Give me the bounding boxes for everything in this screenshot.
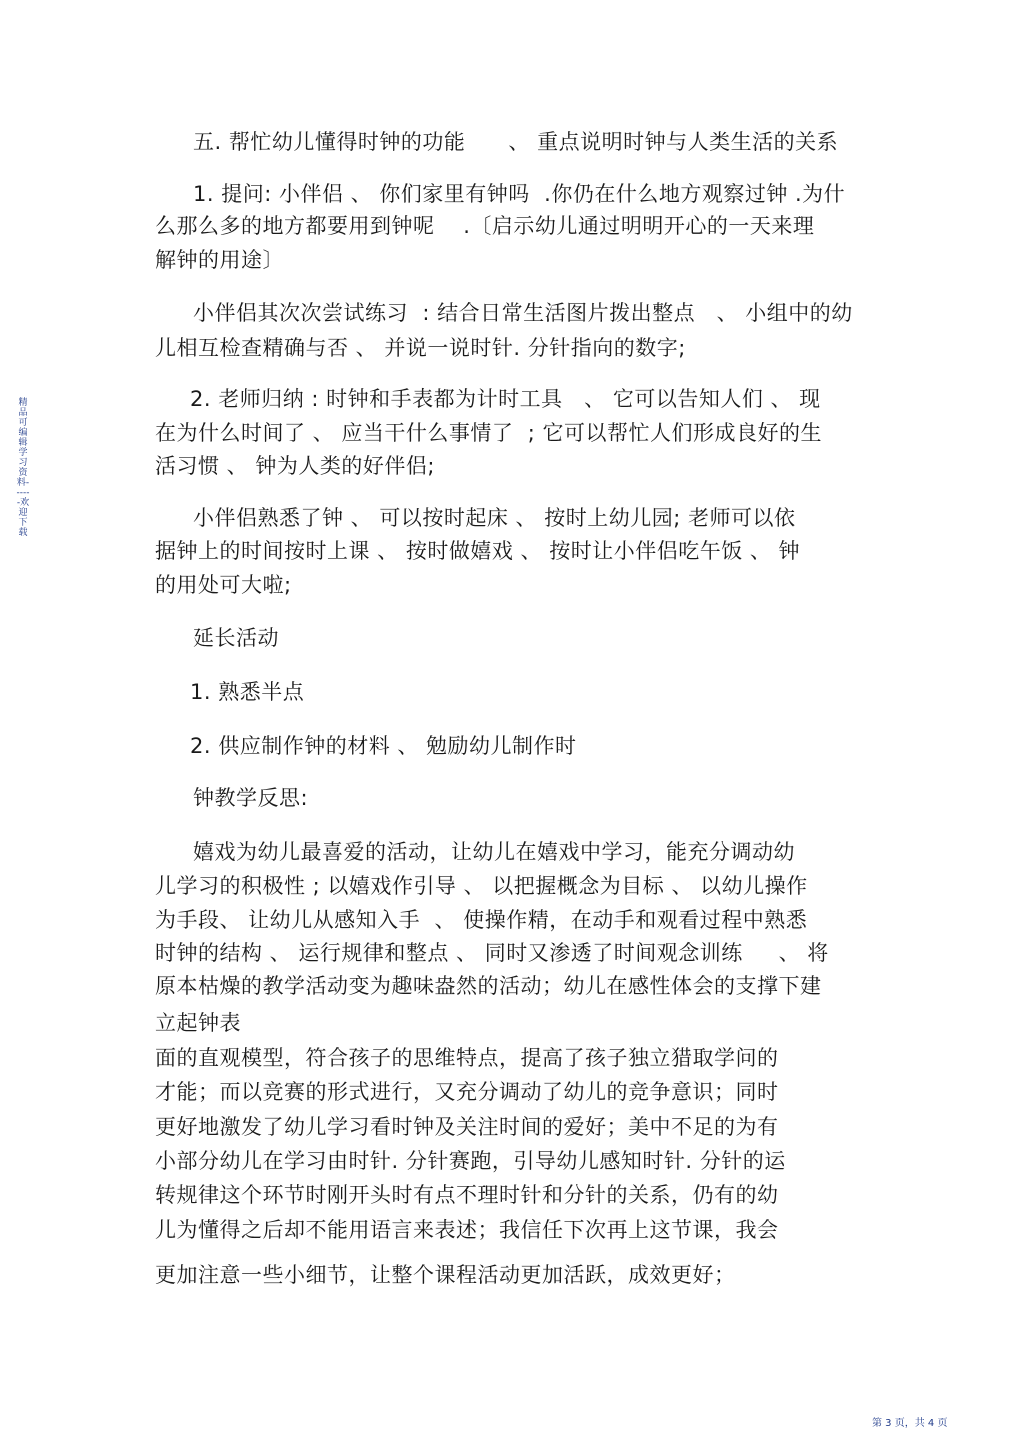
text-line: 面的直观模型，符合孩子的思维特点，提高了孩子独立猎取学问的 <box>155 1046 779 1070</box>
text-line: 解钟的用途〕 <box>155 248 284 272</box>
text-line: 儿学习的积极性 ; 以嬉戏作引导 、 以把握概念为目标 、 以幼儿操作 <box>155 874 808 898</box>
page-number: 第 3 页，共 4 页 <box>872 1418 948 1429</box>
text-line: 五. 帮忙幼儿懂得时钟的功能 、 重点说明时钟与人类生活的关系 <box>193 130 839 154</box>
text-line: 儿为懂得之后却不能用语言来表述；我信任下次再上这节课，我会 <box>155 1218 779 1242</box>
text-line: 钟教学反思: <box>193 786 309 810</box>
text-line: 才能；而以竞赛的形式进行，又充分调动了幼儿的竞争意识；同时 <box>155 1080 779 1104</box>
text-line: 时钟的结构 、 运行规律和整点 、 同时又渗透了时间观念训练 、 将 <box>155 941 829 965</box>
text-line: 1. 熟悉半点 <box>190 680 305 704</box>
text-line: 立起钟表 <box>155 1011 241 1035</box>
text-line: 为手段、 让幼儿从感知入手 、 使操作精，在动手和观看过程中熟悉 <box>155 908 808 932</box>
text-line: 活习惯 、 钟为人类的好伴侣; <box>155 454 435 478</box>
text-line: 在为什么时间了 、 应当干什么事情了 ; 它可以帮忙人们形成良好的生 <box>155 421 822 445</box>
text-line: 2. 老师归纳 : 时钟和手表都为计时工具 、 它可以告知人们 、 现 <box>190 387 821 411</box>
text-line: 小部分幼儿在学习由时针. 分针赛跑，引导幼儿感知时针. 分针的运 <box>155 1149 786 1173</box>
text-line: 延长活动 <box>193 626 279 650</box>
text-line: 的用处可大啦; <box>155 573 292 597</box>
text-line: 小伴侣熟悉了钟 、 可以按时起床 、 按时上幼儿园; 老师可以依 <box>193 506 796 530</box>
text-line: 据钟上的时间按时上课 、 按时做嬉戏 、 按时让小伴侣吃午饭 、 钟 <box>155 539 801 563</box>
text-line: 么那么多的地方都要用到钟呢 .〔启示幼儿通过明明开心的一天来理 <box>155 214 815 238</box>
text-line: 1. 提问: 小伴侣 、 你们家里有钟吗 .你仍在什么地方观察过钟 .为什 <box>193 182 846 206</box>
text-line: 更加注意一些小细节，让整个课程活动更加活跃，成效更好； <box>155 1263 736 1287</box>
side-watermark-note: 精品可编辑学习资料------欢迎下载 <box>16 398 30 538</box>
text-line: 嬉戏为幼儿最喜爱的活动，让幼儿在嬉戏中学习，能充分调动幼 <box>193 840 795 864</box>
text-line: 2. 供应制作钟的材料 、 勉励幼儿制作时 <box>190 734 577 758</box>
text-line: 更好地激发了幼儿学习看时钟及关注时间的爱好；美中不足的为有 <box>155 1115 779 1139</box>
text-line: 原本枯燥的教学活动变为趣味盎然的活动；幼儿在感性体会的支撑下建 <box>155 974 822 998</box>
text-line: 儿相互检查精确与否 、 并说一说时针. 分针指向的数字; <box>155 336 686 360</box>
text-line: 转规律这个环节时刚开头时有点不理时针和分针的关系，仍有的幼 <box>155 1183 779 1207</box>
text-line: 小伴侣其次次尝试练习 : 结合日常生活图片拨出整点 、 小组中的幼 <box>193 301 853 325</box>
